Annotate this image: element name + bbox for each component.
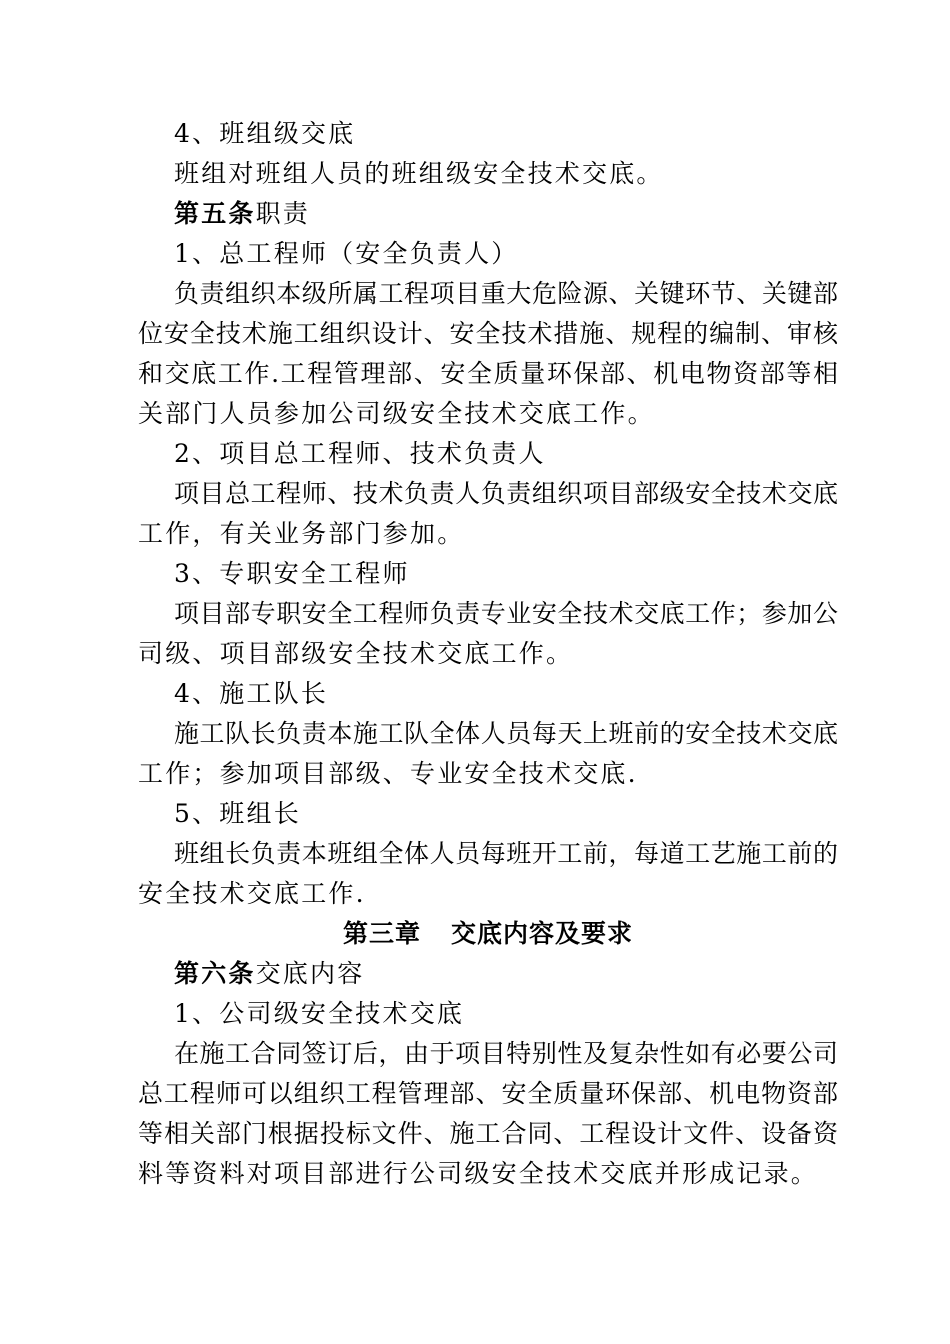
duty-5-line: 安全技术交底工作. <box>138 879 366 908</box>
document-body <box>138 114 838 1194</box>
duty-1-line: 位安全技术施工组织设计、安全技术措施、规程的编制、审核 <box>138 319 838 348</box>
article-5-label: 第五条 <box>174 199 256 228</box>
item-team-title: 4、班组级交底 <box>174 119 356 148</box>
article-6-title: 交底内容 <box>255 959 365 988</box>
duty-3-title: 3、专职安全工程师 <box>174 559 410 588</box>
chapter-3-title: 交底内容及要求 <box>451 919 634 948</box>
chapter-3-heading <box>138 914 838 954</box>
article-6-heading <box>138 954 838 994</box>
duty-5-line: 班组长负责本班组全体人员每班开工前，每道工艺施工前的 <box>174 839 838 868</box>
duty-4-title: 4、施工队长 <box>174 679 329 708</box>
duty-5-title: 5、班组长 <box>174 799 301 828</box>
duty-4-line: 施工队长负责本施工队全体人员每天上班前的安全技术交底 <box>174 719 838 748</box>
chapter-3-number: 第三章 <box>342 919 421 948</box>
article-5-title: 职责 <box>255 199 311 228</box>
duty-4-line: 工作；参加项目部级、专业安全技术交底. <box>138 759 638 788</box>
duty-2-line: 项目总工程师、技术负责人负责组织项目部级安全技术交底 <box>174 479 838 508</box>
duty-1-line: 和交底工作.工程管理部、安全质量环保部、机电物资部等相 <box>138 359 838 388</box>
content-1-line: 等相关部门根据投标文件、施工合同、工程设计文件、设备资 <box>138 1119 838 1148</box>
duty-2-line: 工作，有关业务部门参加。 <box>138 519 465 548</box>
article-6-label: 第六条 <box>174 959 256 988</box>
content-1-line: 料等资料对项目部进行公司级安全技术交底并形成记录。 <box>138 1159 819 1188</box>
content-1-line: 总工程师可以组织工程管理部、安全质量环保部、机电物资部 <box>138 1079 838 1108</box>
item-team-text: 班组对班组人员的班组级安全技术交底。 <box>174 159 664 188</box>
duty-1-line: 关部门人员参加公司级安全技术交底工作。 <box>138 399 655 428</box>
duty-1-title: 1、总工程师（安全负责人） <box>174 239 519 268</box>
duty-1-line: 负责组织本级所属工程项目重大危险源、关键环节、关键部 <box>174 279 838 308</box>
duty-2-title: 2、项目总工程师、技术负责人 <box>174 439 546 468</box>
duty-3-line: 项目部专职安全工程师负责专业安全技术交底工作；参加公 <box>174 599 838 628</box>
article-5-heading <box>138 194 838 234</box>
content-1-line: 在施工合同签订后，由于项目特别性及复杂性如有必要公司 <box>174 1039 838 1068</box>
duty-3-line: 司级、项目部级安全技术交底工作。 <box>138 639 574 668</box>
content-1-title: 1、公司级安全技术交底 <box>174 999 465 1028</box>
